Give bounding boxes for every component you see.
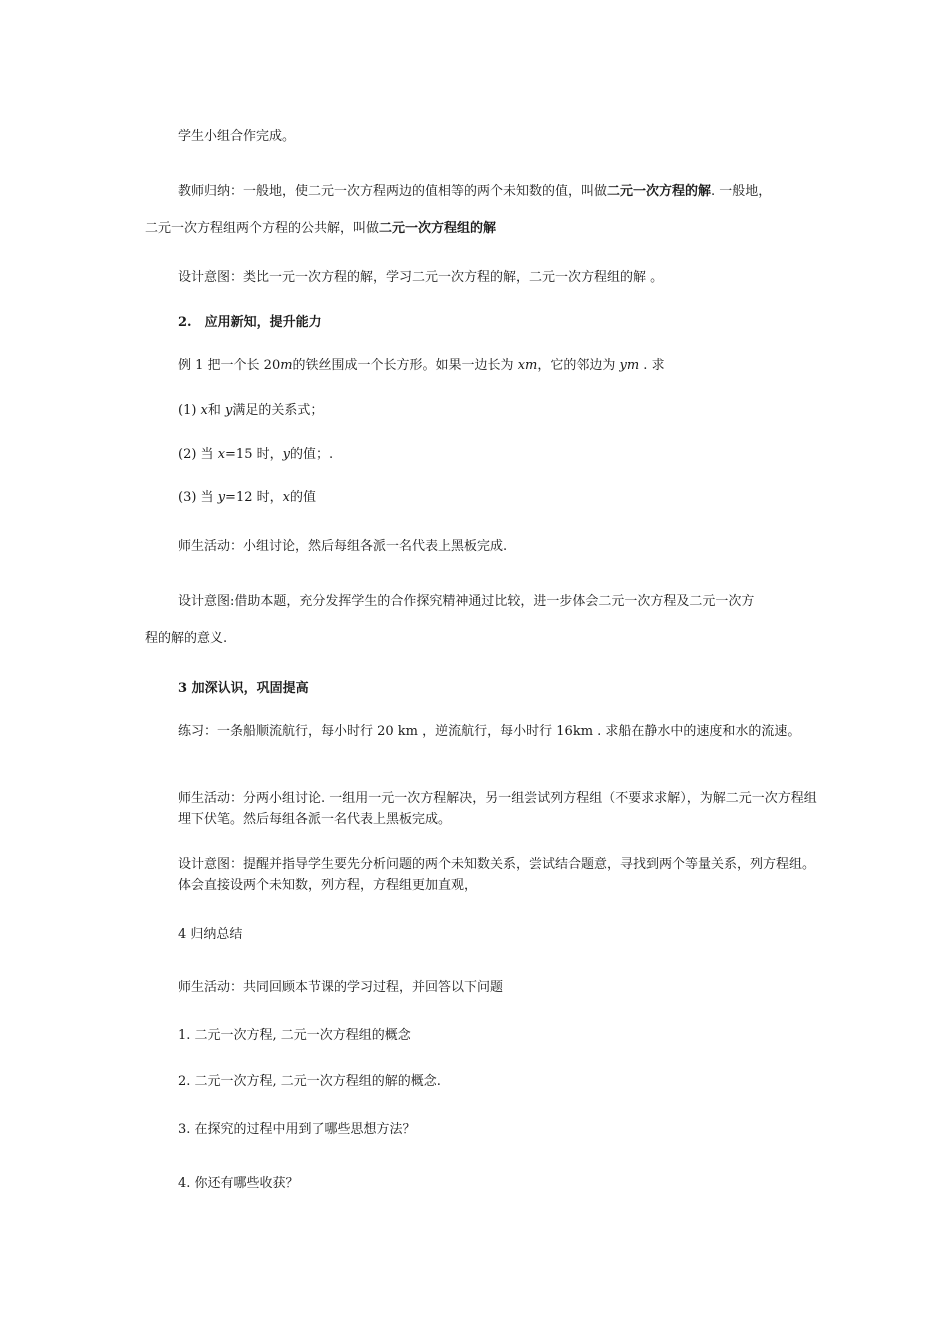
var-x: x	[200, 403, 208, 418]
summary-item-3: 3. 在探究的过程中用到了哪些思想方法？	[178, 1122, 416, 1137]
text: 例 1 把一个长 20	[178, 358, 281, 373]
paragraph-activity-2: 师生活动：分两小组讨论. 一组用一元一次方程解决，另一组尝试列方程组（不要求求解），为解二元一次方程组埋下伏笔。然后每组各派一名代表上黑板完成。	[178, 791, 817, 827]
paragraph-design-intent-2-line2: 程的解的意义.	[145, 631, 228, 646]
text: . 求	[639, 358, 665, 373]
unit-m: m	[280, 358, 293, 373]
text: 二元一次方程组两个方程的公共解，叫做	[145, 221, 380, 236]
paragraph-activity-1: 师生活动：小组讨论，然后每组各派一名代表上黑板完成.	[178, 539, 508, 554]
var-x: x	[217, 447, 226, 462]
text: ，它的邻边为	[537, 358, 620, 373]
paragraph-design-intent-2-line1: 设计意图:借助本题，充分发挥学生的合作探究精神通过比较，进一步体会二元一次方程及二元一次方	[178, 594, 755, 609]
text: (1)	[178, 403, 201, 418]
text: 的铁丝围成一个长方形。如果一边长为	[292, 358, 518, 373]
text: . 一般地，	[711, 184, 772, 199]
paragraph-group-work: 学生小组合作完成。	[178, 129, 296, 144]
section-heading-3: 3 加深认识，巩固提高	[178, 681, 309, 696]
section-heading-4: 4 归纳总结	[178, 927, 243, 942]
text: 和	[207, 403, 226, 418]
paragraph-teacher-summary-line2	[145, 220, 815, 238]
text: 教师归纳：一般地，使二元一次方程两边的值相等的两个未知数的值，叫做	[178, 184, 608, 199]
var-y: y	[282, 447, 290, 462]
question-2	[178, 446, 818, 464]
paragraph-design-intent-1: 设计意图：类比一元一次方程的解，学习二元一次方程的解，二元一次方程组的解 。	[178, 270, 664, 285]
var-y: y	[225, 403, 233, 418]
example-1	[178, 357, 818, 375]
text: 的值；.	[289, 447, 334, 462]
text: (3) 当	[178, 490, 218, 505]
term-solution-of-equation: 二元一次方程的解	[607, 184, 712, 199]
summary-item-4: 4. 你还有哪些收获？	[178, 1176, 299, 1191]
var-x: x	[282, 490, 290, 505]
summary-item-1: 1. 二元一次方程, 二元一次方程组的概念	[178, 1028, 411, 1043]
summary-item-2: 2. 二元一次方程, 二元一次方程组的解的概念.	[178, 1074, 441, 1089]
var-xm: xm	[517, 358, 538, 373]
text: (2) 当	[178, 447, 218, 462]
paragraph-activity-3: 师生活动：共同回顾本节课的学习过程，并回答以下问题	[178, 980, 504, 995]
paragraph-exercise: 练习：一条船顺流航行，每小时行 20 km ，逆流航行，每小时行 16km . 求船在静水中的速度和水的流速。	[178, 724, 801, 739]
text: =15 时，	[225, 447, 283, 462]
var-ym: ym	[619, 358, 640, 373]
section-heading-2: 2. 应用新知，提升能力	[178, 315, 322, 330]
text: 满足的关系式；	[232, 403, 324, 418]
paragraph-teacher-summary-line1	[178, 183, 818, 201]
text: =12 时，	[225, 490, 283, 505]
question-1	[178, 402, 818, 420]
term-solution-of-system: 二元一次方程组的解	[379, 221, 497, 236]
question-3	[178, 489, 818, 507]
text: 的值	[289, 490, 316, 505]
var-y: y	[217, 490, 226, 505]
paragraph-design-intent-3: 设计意图：提醒并指导学生要先分析问题的两个未知数关系，尝试结合题意，寻找到两个等量关系，列方程组。体会直接设两个未知数，列方程，方程组更加直观，	[178, 857, 816, 893]
